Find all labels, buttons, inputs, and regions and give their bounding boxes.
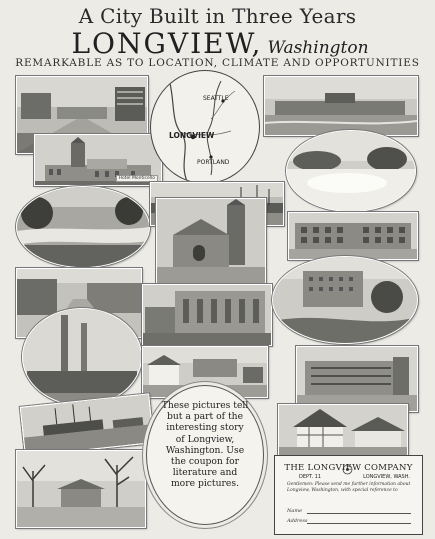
- coupon-body: Gentlemen: Please send me further information about Longview, Washington, with special reference to: [287, 482, 411, 493]
- photo-caption: Hotel Monticello: [116, 175, 158, 182]
- coupon-company: THE LONGVIEW COMPANY: [284, 463, 413, 473]
- library-photo-image: [17, 451, 145, 527]
- photo-library: [16, 450, 146, 528]
- map-label-longview: LONGVIEW: [169, 131, 215, 140]
- coupon-city: LONGVIEW, WASH.: [363, 474, 410, 480]
- photo-high-school: [288, 212, 418, 260]
- photo-park-river: [16, 186, 150, 268]
- coupon[interactable]: [274, 455, 423, 535]
- photo-ships: [20, 393, 155, 456]
- photo-hotel: [34, 134, 162, 186]
- photo-cottage: [278, 404, 408, 458]
- photo-hospital: [296, 346, 418, 412]
- map-label-portland: PORTLAND: [197, 159, 230, 166]
- brand-title: [40, 27, 400, 60]
- photo-church: [156, 198, 266, 284]
- coupon-name-field[interactable]: [307, 513, 411, 514]
- high-school-photo-image: [289, 213, 417, 259]
- story-text: These pictures tell but a part of the interesting story of Longview, Washington. Use the coupon for literature and more pictures.: [161, 400, 249, 490]
- coupon-address-label: Address: [287, 518, 308, 524]
- headline: A City Built in Three Years: [78, 4, 357, 28]
- photo-lake-park: [286, 130, 416, 212]
- photo-civic-center: [264, 76, 418, 136]
- brand-state: Washington: [267, 38, 369, 58]
- hospital-photo-image: [297, 347, 417, 411]
- grammar-school-photo-image: [273, 257, 417, 343]
- map-label-seattle: SEATTLE: [203, 95, 229, 102]
- subtitle: REMARKABLE AS TO LOCATION, CLIMATE AND OPPORTUNITIES: [15, 57, 420, 69]
- cottage-photo-image: [279, 405, 407, 457]
- church-photo-image: [157, 199, 265, 283]
- map-image: [151, 71, 259, 183]
- bank-photo-image: [143, 285, 271, 345]
- coupon-name-label: Name: [287, 508, 303, 514]
- story-oval: [146, 385, 264, 525]
- region-map: [150, 70, 260, 184]
- coupon-address-field[interactable]: [307, 523, 411, 524]
- park-photo-image: [287, 131, 415, 211]
- coupon-dept: DEPT. 11: [299, 474, 322, 480]
- brand-name: LONGVIEW,: [71, 27, 263, 60]
- factory-photo-image: [23, 309, 141, 405]
- park-river-photo-image: [17, 187, 149, 267]
- ships-photo-image: [21, 394, 153, 455]
- photo-grammar-school: [272, 256, 418, 344]
- civic-center-photo-image: [265, 77, 417, 135]
- photo-factory: [22, 308, 142, 406]
- photo-bank: [142, 284, 272, 346]
